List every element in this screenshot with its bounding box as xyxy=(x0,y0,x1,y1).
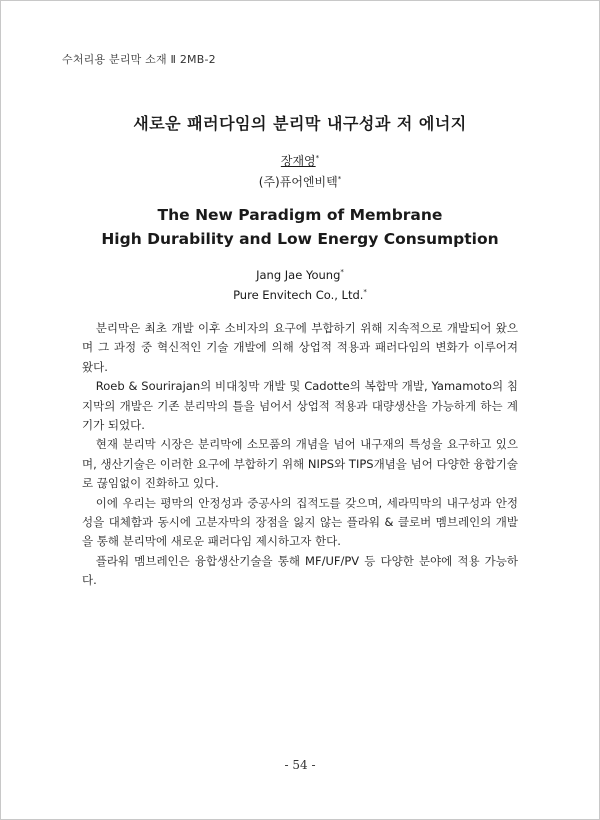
paragraph-1: 분리막은 최초 개발 이후 소비자의 요구에 부합하기 위해 지속적으로 개발되어 왔으며 그 과정 중 혁신적인 기술 개발에 의해 상업적 적용과 패러다임의 변화가 이루어져 왔다. xyxy=(82,321,518,374)
english-title-line-2: High Durability and Low Energy Consumption xyxy=(101,230,499,248)
page-number: - 54 - xyxy=(284,758,316,772)
korean-affiliation-name: (주)퓨어엔비텍 xyxy=(258,175,338,189)
footnote-mark: * xyxy=(340,268,344,277)
paragraph-5: 플라워 멤브레인은 융합생산기술을 통해 MF/UF/PV 등 다양한 분야에 적용 가능하다. xyxy=(82,553,518,588)
korean-affiliation xyxy=(0,173,600,190)
abstract-body xyxy=(82,319,518,591)
english-title-line-1: The New Paradigm of Membrane xyxy=(157,206,443,224)
footnote-mark: * xyxy=(363,288,367,297)
english-affiliation-name: Pure Envitech Co., Ltd. xyxy=(233,288,364,302)
english-author-name: Jang Jae Young xyxy=(256,268,341,282)
korean-author xyxy=(0,152,600,169)
footnote-mark: * xyxy=(315,154,320,162)
english-affiliation xyxy=(0,288,600,302)
english-author xyxy=(0,268,600,282)
running-head: 수처리용 분리막 소재 Ⅱ 2MB-2 xyxy=(62,53,216,66)
english-title xyxy=(0,203,600,251)
korean-title: 새로운 패러다임의 분리막 내구성과 저 에너지 xyxy=(133,114,467,133)
korean-author-name: 장재영 xyxy=(280,154,316,168)
paragraph-3: 현재 분리막 시장은 분리막에 소모품의 개념을 넘어 내구재의 특성을 요구하고 있으며, 생산기술은 이러한 요구에 부합하기 위해 NIPS와 TIPS개념을 넘어 다양한 융합기술로 끊임없이 진화하고 있다. xyxy=(82,437,518,491)
footnote-mark: * xyxy=(337,175,342,183)
paragraph-4: 이에 우리는 평막의 안정성과 중공사의 집적도를 갖으며, 세라믹막의 내구성과 안정성을 대체함과 동시에 고분자막의 장점을 잃지 않는 플라워 & 클로버 멤브레인의 개발을 통해 분리막에 새로운 패러다임 제시하고자 한다. xyxy=(82,495,518,549)
paragraph-2: Roeb & Sourirajan의 비대칭막 개발 및 Cadotte의 복합막 개발, Yamamoto의 침지막의 개발은 기존 분리막의 틀을 넘어서 상업적 적용과 대량생산을 가능하게 하는 계기가 되었다. xyxy=(82,379,518,433)
